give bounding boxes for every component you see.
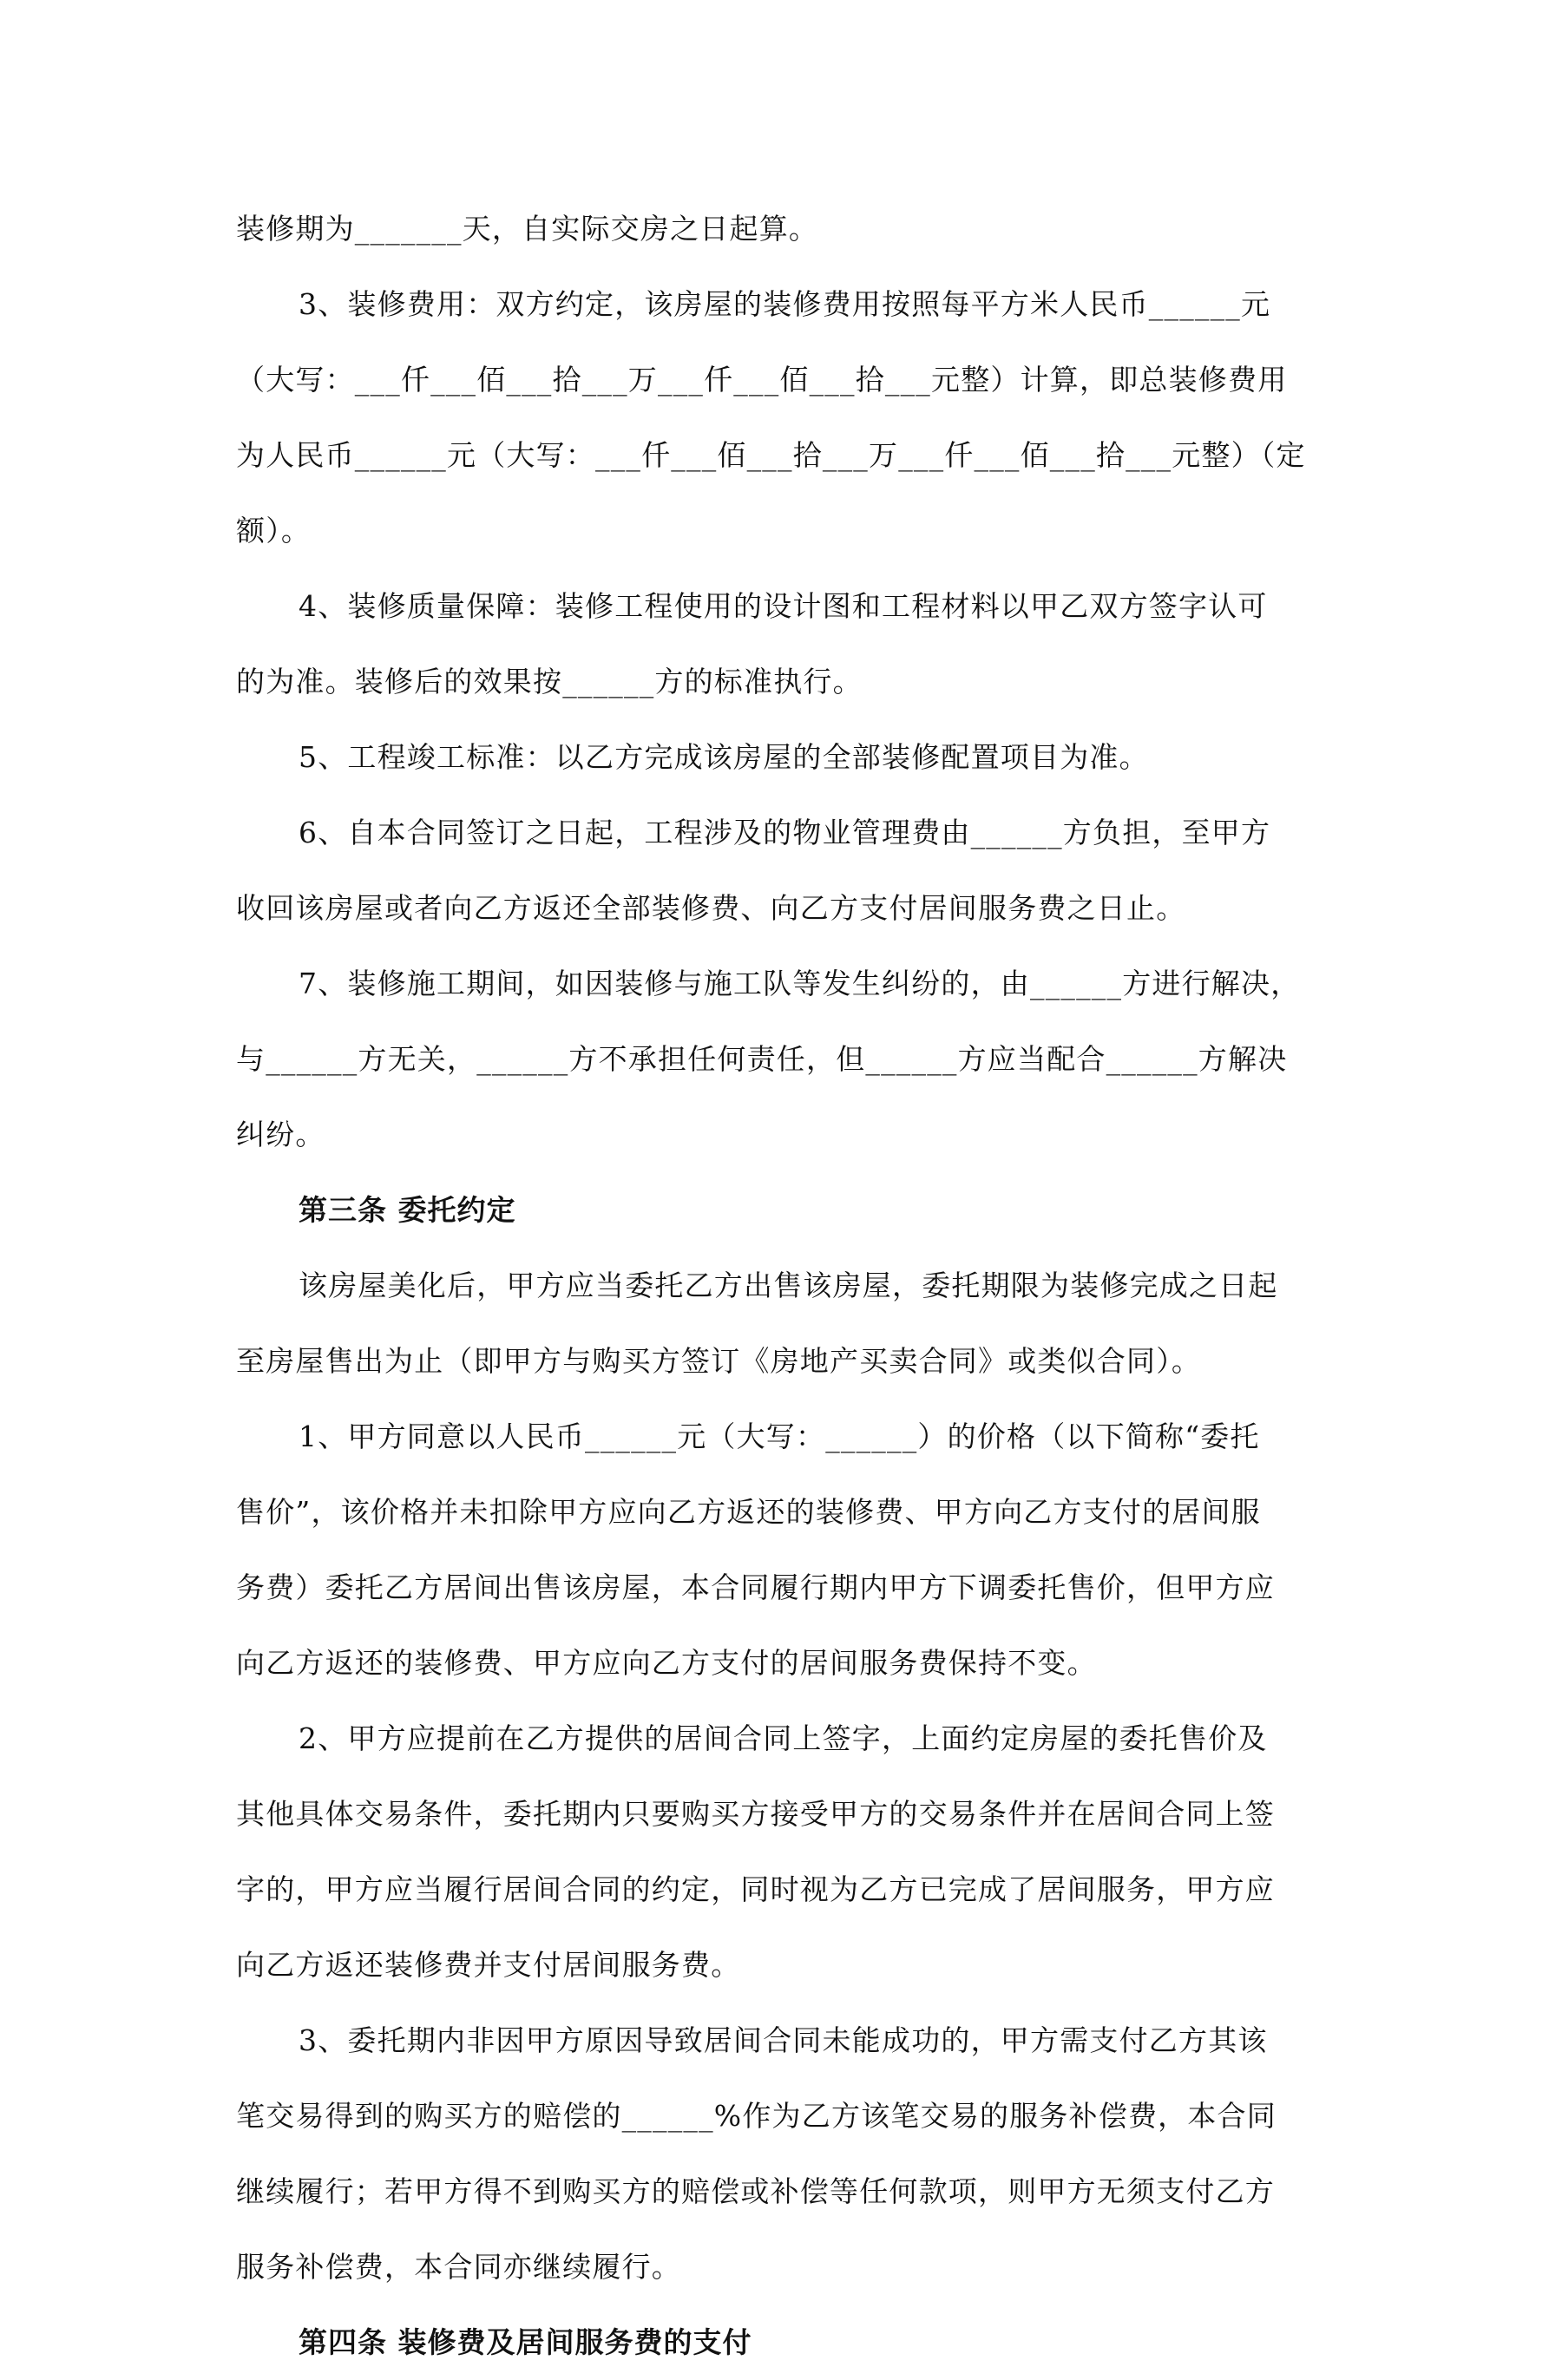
- article-3-clause-2-line: 2、甲方应提前在乙方提供的居间合同上签字，上面约定房屋的委托售价及: [299, 1721, 1268, 1755]
- clause-5-line: 5、工程竣工标准：以乙方完成该房屋的全部装修配置项目为准。: [299, 740, 1149, 774]
- clause-4-line: 4、装修质量保障：装修工程使用的设计图和工程材料以甲乙双方签字认可: [299, 589, 1268, 623]
- text-line: 的为准。装修后的效果按______方的标准执行。: [236, 665, 863, 698]
- text-line: 其他具体交易条件，委托期内只要购买方接受甲方的交易条件并在居间合同上签: [236, 1797, 1275, 1831]
- article-3-clause-1-line: 1、甲方同意以人民币______元（大写：______）的价格（以下简称“委托: [299, 1419, 1260, 1453]
- clause-7-line: 7、装修施工期间，如因装修与施工队等发生纠纷的，由______方进行解决，: [299, 967, 1301, 1000]
- article-3-intro-line: 该房屋美化后，甲方应当委托乙方出售该房屋，委托期限为装修完成之日起: [299, 1269, 1278, 1302]
- text-line: 为人民币______元（大写：___仟___佰___拾___万___仟___佰___拾___元整）（定: [236, 438, 1306, 472]
- article-4-heading: 第四条 装修费及居间服务费的支付: [299, 2325, 752, 2359]
- text-line: （大写：___仟___佰___拾___万___仟___佰___拾___元整）计算，即总装修费用: [236, 363, 1288, 397]
- text-line: 字的，甲方应当履行居间合同的约定，同时视为乙方已完成了居间服务，甲方应: [236, 1872, 1275, 1906]
- document-page: [236, 191, 1321, 2380]
- text-line: 至房屋售出为止（即甲方与购买方签订《房地产买卖合同》或类似合同）。: [236, 1344, 1202, 1378]
- text-line: 与______方无关，______方不承担任何责任，但______方应当配合______方解决: [236, 1042, 1288, 1076]
- article-3-heading: 第三条 委托约定: [299, 1193, 516, 1227]
- text-line: 服务补偿费，本合同亦继续履行。: [236, 2250, 681, 2284]
- article-3-clause-3-line: 3、委托期内非因甲方原因导致居间合同未能成功的，甲方需支付乙方其该: [299, 2023, 1268, 2057]
- text-line: 装修期为_______天，自实际交房之日起算。: [236, 212, 819, 246]
- clause-6-line: 6、自本合同签订之日起，工程涉及的物业管理费由______方负担，至甲方: [299, 816, 1271, 849]
- text-line: 务费）委托乙方居间出售该房屋，本合同履行期内甲方下调委托售价，但甲方应: [236, 1570, 1275, 1604]
- text-line: 收回该房屋或者向乙方返还全部装修费、向乙方支付居间服务费之日止。: [236, 891, 1186, 925]
- text-line: 售价”，该价格并未扣除甲方应向乙方返还的装修费、甲方向乙方支付的居间服: [236, 1495, 1261, 1529]
- text-line: 纠纷。: [236, 1118, 325, 1151]
- text-line: 向乙方返还装修费并支付居间服务费。: [236, 1948, 741, 1982]
- text-line: 笔交易得到的购买方的赔偿的______%作为乙方该笔交易的服务补偿费，本合同: [236, 2099, 1277, 2133]
- text-line: 向乙方返还的装修费、甲方应向乙方支付的居间服务费保持不变。: [236, 1646, 1097, 1680]
- text-line: 额）。: [236, 514, 312, 547]
- clause-3-line: 3、装修费用：双方约定，该房屋的装修费用按照每平方米人民币______元: [299, 287, 1271, 321]
- text-line: 继续履行；若甲方得不到购买方的赔偿或补偿等任何款项，则甲方无须支付乙方: [236, 2174, 1275, 2208]
